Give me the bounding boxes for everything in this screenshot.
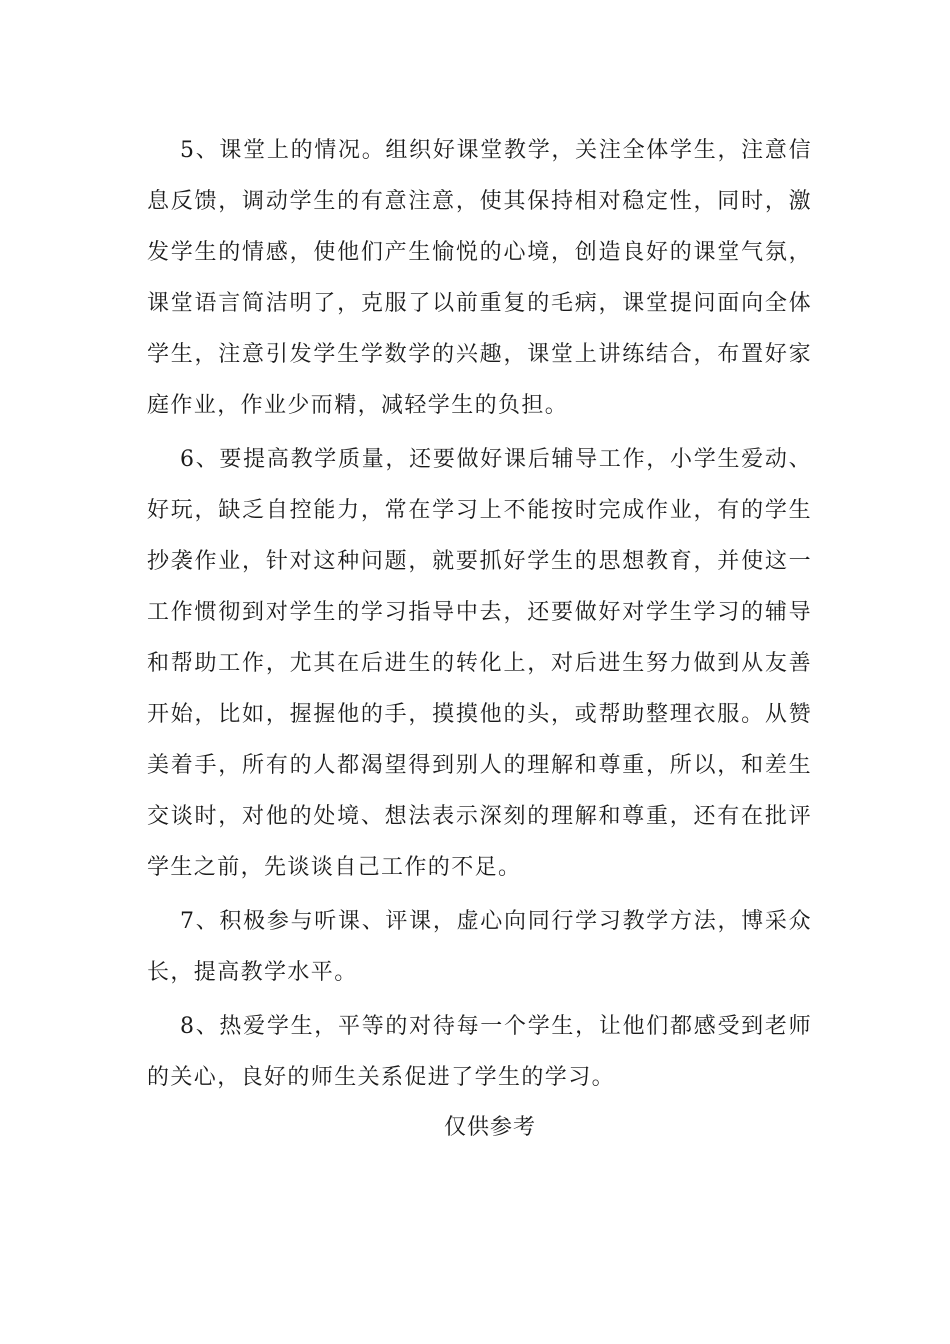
paragraph-6: 6、要提高教学质量，还要做好课后辅导工作，小学生爱动、好玩，缺乏自控能力，常在学习上不能按时完成作业，有的学生抄袭作业，针对这种问题，就要抓好学生的思想教育，并使这一工作惯彻到对学生的学习指导中去，还要做好对学生学习的辅导和帮助工作，尤其在后进生的转化上，对后进生努力做到从友善开始，比如，握握他的手，摸摸他的头，或帮助整理衣服。从赞美着手，所有的人都渴望得到别人的理解和尊重，所以，和差生交谈时，对他的处境、想法表示深刻的理解和尊重，还有在批评学生之前，先谈谈自己工作的不足。 [147, 447, 812, 880]
footer-note: 仅供参考 [443, 1115, 536, 1140]
paragraph-7: 7、积极参与听课、评课，虚心向同行学习教学方法，博采众长，提高教学水平。 [147, 909, 812, 985]
paragraph-8: 8、热爱学生，平等的对待每一个学生，让他们都感受到老师的关心，良好的师生关系促进了学生的学习。 [147, 1014, 812, 1090]
paragraph-5: 5、课堂上的情况。组织好课堂教学，关注全体学生，注意信息反馈，调动学生的有意注意，使其保持相对稳定性，同时，激发学生的情感，使他们产生愉悦的心境，创造良好的课堂气氛，课堂语言简洁明了，克服了以前重复的毛病，课堂提问面向全体学生，注意引发学生学数学的兴趣，课堂上讲练结合，布置好家庭作业，作业少而精，减轻学生的负担。 [147, 138, 812, 418]
document-body [147, 125, 812, 1103]
